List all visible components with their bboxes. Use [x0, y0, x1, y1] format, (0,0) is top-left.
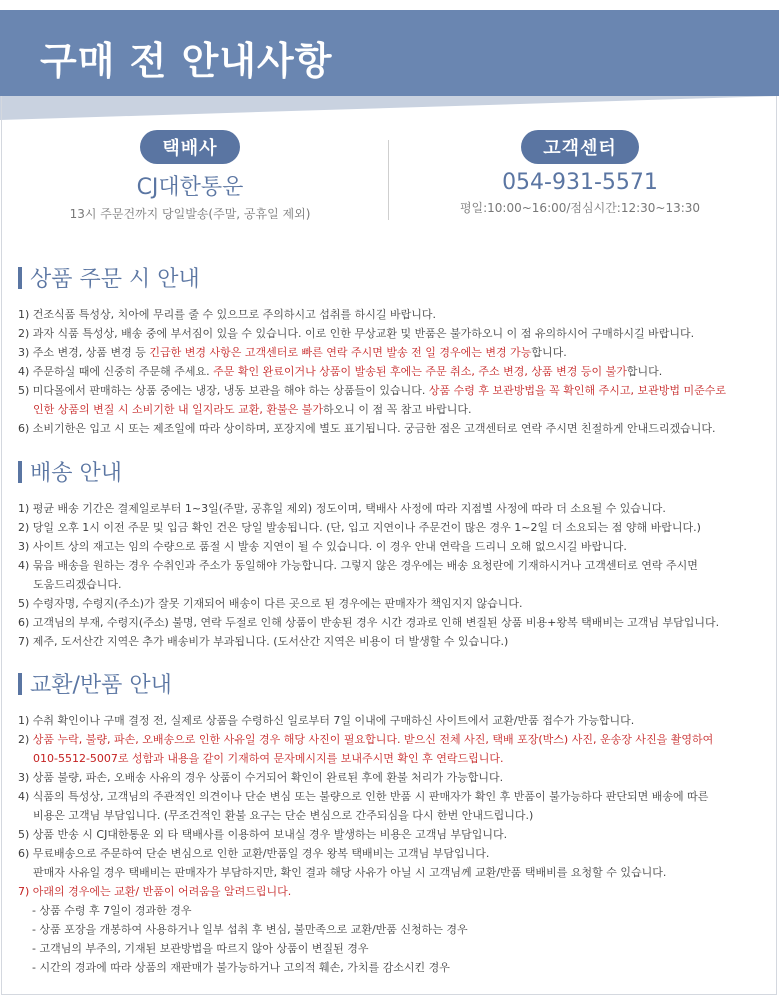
section-heading — [18, 456, 763, 487]
courier-info — [0, 130, 380, 222]
support-badge: 고객센터 — [521, 130, 639, 164]
warning-text: 주문 확인 완료이거나 상품이 발송된 후에는 주문 취소, 주소 변경, 상품 변경 등이 불가 — [213, 365, 627, 378]
courier-badge: 택배사 — [140, 130, 239, 164]
delivery-section — [18, 456, 763, 651]
list-item: 7) 제주, 도서산간 지역은 추가 배송비가 부과됩니다. (도서산간 지역은 비용이 더 발생할 수 있습니다.) — [18, 635, 509, 648]
warning-text: 상품 누락, 불량, 파손, 오배송으로 인한 사유일 경우 해당 사진이 필요합니다. 받으신 전체 사진, 택배 포장(박스) 사진, 운송장 사진을 촬영하여 — [32, 733, 714, 746]
list-subitem: - 시간의 경과에 따라 상품의 재판매가 불가능하거나 고의적 훼손, 가치를 감소시킨 경우 — [32, 961, 450, 974]
section-heading — [18, 668, 763, 699]
support-info — [390, 130, 770, 216]
warning-text: 인한 상품의 변질 시 소비기한 내 일지라도 교환, 환불은 불가 — [33, 403, 323, 416]
list-item-continued: 비용은 고객님 부담입니다. (무조건적인 환불 요구는 단순 변심으로 간주되심을 다시 한번 안내드립니다.) — [33, 809, 534, 822]
heading-bar — [18, 461, 22, 483]
list-item: 6) 무료배송으로 주문하여 단순 변심으로 인한 교환/반품일 경우 왕복 택배비는 고객님 부담입니다. — [18, 847, 490, 860]
list-item: 4) 주문하실 때에 신중히 주문해 주세요. 주문 확인 완료이거나 상품이 발송된 후에는 주문 취소, 주소 변경, 상품 변경 등이 불가합니다. — [18, 365, 663, 378]
header-banner — [0, 10, 779, 96]
list-item: 6) 고객님의 부재, 수령지(주소) 불명, 연락 두절로 인해 상품이 반송된 경우 시간 경과로 인해 변질된 상품 비용+왕복 택배비는 고객님 부담입니다. — [18, 616, 720, 629]
warning-text: 긴급한 변경 사항은 고객센터로 빠른 연락 주시면 발송 전 일 경우에는 변경 가능 — [149, 346, 532, 359]
courier-name: CJ대한통운 — [136, 175, 244, 200]
list-item: 6) 소비기한은 입고 시 또는 제조일에 따라 상이하며, 포장지에 별도 표기됩니다. 궁금한 점은 고객센터로 연락 주시면 친절하게 안내드리겠습니다. — [18, 422, 716, 435]
returns-section — [18, 668, 763, 977]
warning-text: 010-5512-5007로 성함과 내용을 같이 기재하여 문자메시지를 보내주시면 확인 후 연락드립니다. — [33, 752, 504, 765]
delivery-title: 배송 안내 — [30, 461, 123, 486]
list-item: 3) 주소 변경, 상품 변경 등 긴급한 변경 사항은 고객센터로 빠른 연락 주시면 발송 전 일 경우에는 변경 가능합니다. — [18, 346, 567, 359]
page-title: 구매 전 안내사항 — [40, 39, 333, 83]
warning-text: 아래의 경우에는 교환/ 반품이 어려움을 알려드립니다. — [32, 885, 292, 898]
list-subitem: - 상품 수령 후 7일이 경과한 경우 — [32, 904, 192, 917]
list-item: 7) 아래의 경우에는 교환/ 반품이 어려움을 알려드립니다. — [18, 885, 292, 898]
list-item-continued: 판매자 사유일 경우 택배비는 판매자가 부담하지만, 확인 결과 해당 사유가 아닐 시 고객님께 교환/반품 택배비를 요청할 수 있습니다. — [33, 866, 667, 879]
list-item: 3) 사이트 상의 재고는 임의 수량으로 품절 시 발송 지연이 될 수 있습니다. 이 경우 안내 연락을 드리니 오해 없으시길 바랍니다. — [18, 540, 627, 553]
order-title: 상품 주문 시 안내 — [30, 267, 200, 292]
divider — [388, 140, 389, 220]
list-item-continued — [18, 749, 763, 768]
list-item: 5) 미다몰에서 판매하는 상품 중에는 냉장, 냉동 보관을 해야 하는 상품들이 있습니다. 상품 수령 후 보관방법을 꼭 확인해 주시고, 보관방법 미준수로 — [18, 384, 727, 397]
list-subitem: - 상품 포장을 개봉하여 사용하거나 일부 섭취 후 변심, 불만족으로 교환/반품 신청하는 경우 — [32, 923, 468, 936]
warning-text: 상품 수령 후 보관방법을 꼭 확인해 주시고, 보관방법 미준수로 — [428, 384, 727, 397]
list-item: 1) 수취 확인이나 구매 결정 전, 실제로 상품을 수령하신 일로부터 7일 이내에 구매하신 사이트에서 교환/반품 접수가 가능합니다. — [18, 714, 635, 727]
returns-title: 교환/반품 안내 — [30, 673, 172, 698]
section-heading — [18, 262, 763, 293]
support-phone[interactable]: 054-931-5571 — [502, 170, 658, 195]
support-hours: 평일:10:00~16:00/점심시간:12:30~13:30 — [459, 201, 701, 215]
heading-bar — [18, 673, 22, 695]
list-item: 2) 당일 오후 1시 이전 주문 및 입금 확인 건은 당일 발송됩니다. (단, 입고 지연이나 주문건이 많은 경우 1~2일 더 소요되는 점 양해 바랍니다.) — [18, 521, 701, 534]
heading-bar — [18, 267, 22, 289]
list-item-continued: 인한 상품의 변질 시 소비기한 내 일지라도 교환, 환불은 불가하오니 이 점 꼭 참고 바랍니다. — [33, 403, 472, 416]
list-item: 5) 수령자명, 수령지(주소)가 잘못 기재되어 배송이 다른 곳으로 된 경우에는 판매자가 책임지지 않습니다. — [18, 597, 523, 610]
list-item: 3) 상품 불량, 파손, 오배송 사유의 경우 상품이 수거되어 확인이 완료된 후에 환불 처리가 가능합니다. — [18, 771, 504, 784]
list-item-continued: 도움드리겠습니다. — [33, 578, 122, 591]
list-item: 4) 식품의 특성상, 고객님의 주관적인 의견이나 단순 변심 또는 불량으로 인한 반품 시 판매자가 확인 후 반품이 불가능하다 판단되면 배송에 따른 — [18, 790, 709, 803]
list-item: 4) 묶음 배송을 원하는 경우 수취인과 주소가 동일해야 가능합니다. 그렇지 않은 경우에는 배송 요청란에 기재하시거나 고객센터로 연락 주시면 — [18, 559, 698, 572]
order-section — [18, 262, 763, 438]
list-item: 1) 건조식품 특성상, 치아에 무리를 줄 수 있으므로 주의하시고 섭취를 하시길 바랍니다. — [18, 308, 437, 321]
list-item: 1) 평균 배송 기간은 결제일로부터 1~3일(주말, 공휴일 제외) 정도이며, 택배사 사정에 따라 지점별 사정에 따라 더 소요될 수 있습니다. — [18, 502, 666, 515]
list-item: 5) 상품 반송 시 CJ대한통운 외 타 택배사를 이용하여 보내실 경우 발생하는 비용은 고객님 부담입니다. — [18, 828, 508, 841]
list-item: 2) 과자 식품 특성상, 배송 중에 부서짐이 있을 수 있습니다. 이로 인한 무상교환 및 반품은 불가하오니 이 점 유의하시어 구매하시길 바랍니다. — [18, 327, 695, 340]
list-item: 2) 상품 누락, 불량, 파손, 오배송으로 인한 사유일 경우 해당 사진이 필요합니다. 받으신 전체 사진, 택배 포장(박스) 사진, 운송장 사진을 촬영하여 — [18, 733, 714, 746]
list-subitem: - 고객님의 부주의, 기재된 보관방법을 따르지 않아 상품이 변질된 경우 — [32, 942, 369, 955]
courier-note: 13시 주문건까지 당일발송(주말, 공휴일 제외) — [69, 207, 311, 221]
